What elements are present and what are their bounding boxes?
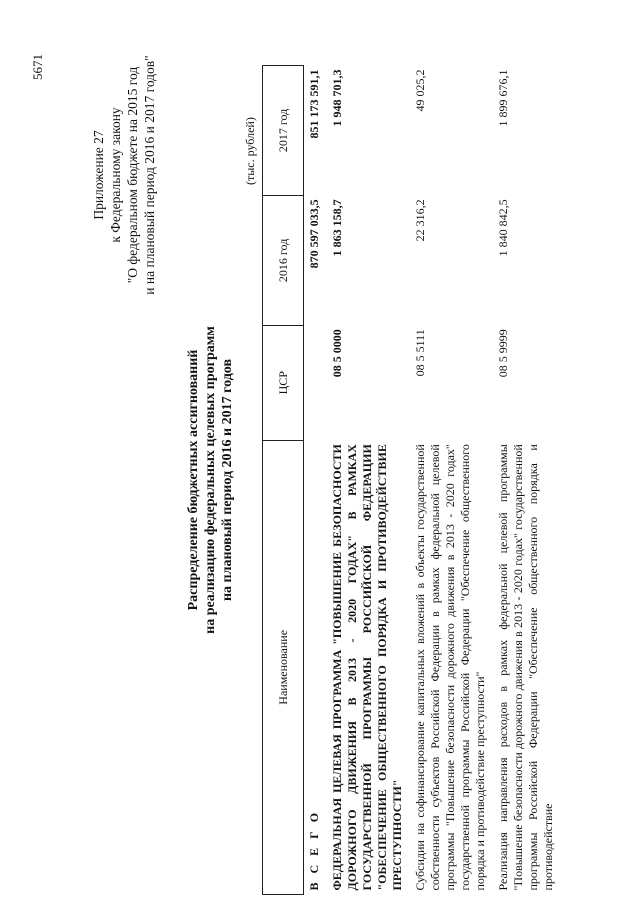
units-label: (тыс. рублей) — [243, 117, 257, 185]
row-name — [304, 440, 328, 894]
row-name: Субсидии на софинансирование капитальных вложений в объекты государственной собственности субъектов Российской Федерации в рамках федеральной целевой программы "Повышение безопасности дорожного движения в 2013 - 2020 годах" государственной программы Российской Федерации "Обеспечение общественного порядка и противодействие преступности" — [413, 444, 487, 891]
table-row — [410, 66, 493, 895]
row-csr: 08 5 0000 — [330, 329, 344, 378]
header-csr: ЦСР — [263, 325, 304, 440]
row-name: Реализация направления расходов в рамках федеральной целевой программы "Повышение безопасности дорожного движения в 2013 - 2020 годах" государственной программы Российской Федерации "Обеспечение общественного порядка и противодействие — [496, 444, 555, 891]
appendix-header — [90, 10, 158, 340]
row-name: ФЕДЕРАЛЬНАЯ ЦЕЛЕВАЯ ПРОГРАММА "ПОВЫШЕНИЕ БЕЗОПАСНОСТИ ДОРОЖНОГО ДВИЖЕНИЯ В 2013 - 2020 ГОДАХ" В РАМКАХ ГОСУДАРСТВЕННОЙ ПРОГРАММЫ РОССИЙСКОЙ ФЕДЕРАЦИИ "ОБЕСПЕЧЕНИЕ ОБЩЕСТВЕННОГО ПОРЯДКА И ПРОТИВОДЕЙСТВИЕ ПРЕСТУПНОСТИ" — [330, 444, 404, 891]
row-2017: 1 899 676,1 — [496, 69, 510, 127]
title-line-1: Распределение бюджетных ассигнований — [186, 349, 201, 611]
title-line-2: на реализацию федеральных целевых программ — [203, 326, 218, 634]
header-2017: 2017 год — [263, 66, 304, 196]
budget-table — [262, 65, 561, 895]
row-csr: 08 5 5111 — [413, 329, 427, 377]
row-csr: 08 5 9999 — [496, 329, 510, 378]
row-csr — [304, 325, 328, 440]
title-line-3: на плановый период 2016 и 2017 годов — [220, 358, 235, 602]
row-2016: 1 840 842,5 — [496, 199, 510, 257]
appendix-line-3: "О федеральном бюджете на 2015 год — [125, 66, 140, 284]
document-title — [185, 165, 236, 795]
row-2017: 1 948 701,3 — [330, 69, 344, 127]
row-2016: 870 597 033,5 — [307, 199, 321, 269]
page-number: 5671 — [30, 54, 45, 80]
table-row — [327, 66, 410, 895]
row-name-text: В С Е Г О — [307, 809, 321, 891]
row-2017: 49 025,2 — [413, 69, 427, 112]
table-header-row — [263, 66, 304, 895]
table-row — [493, 66, 561, 895]
row-2016: 22 316,2 — [413, 199, 427, 242]
appendix-line-1: Приложение 27 — [91, 130, 106, 220]
header-2016: 2016 год — [263, 195, 304, 325]
row-2016: 1 863 158,7 — [330, 199, 344, 257]
row-2017: 851 173 591,1 — [307, 69, 321, 139]
appendix-line-4: и на плановый период 2016 и 2017 годов" — [142, 55, 157, 295]
table-row-total — [304, 66, 328, 895]
appendix-line-2: к Федеральному закону — [108, 107, 123, 243]
header-name: Наименование — [263, 440, 304, 894]
